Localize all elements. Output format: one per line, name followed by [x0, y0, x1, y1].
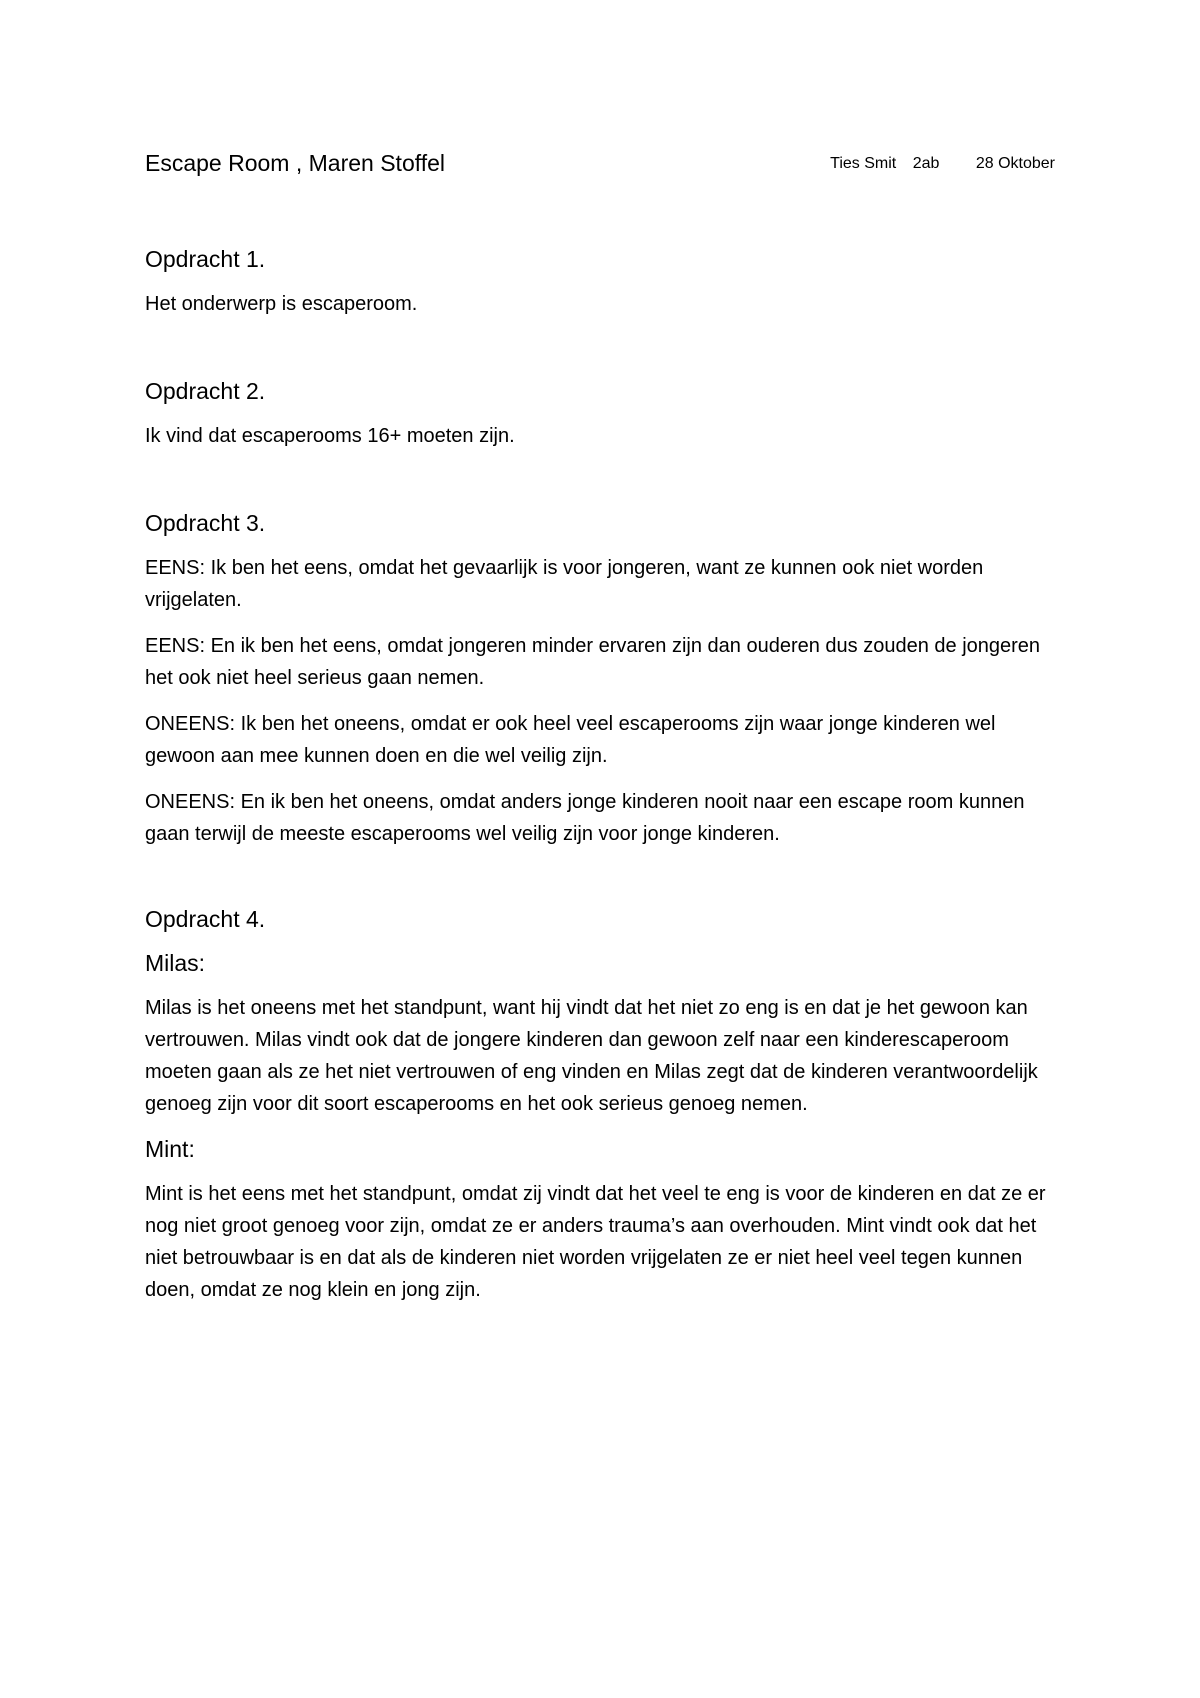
class-label: 2ab: [912, 155, 940, 172]
subsection-heading-milas: Milas:: [145, 950, 206, 976]
section-opdracht-2: [145, 376, 1070, 452]
document-header: [145, 148, 1055, 178]
section-heading: Opdracht 4.: [145, 906, 266, 932]
section-opdracht-4: [145, 904, 1070, 1306]
argument-eens-1: EENS: Ik ben het eens, omdat het gevaarlijk is voor jongeren, want ze kunnen ook niet worden vrijgelaten.: [145, 557, 984, 611]
subsection-paragraph-mint: Mint is het eens met het standpunt, omdat zij vindt dat het veel te eng is voor de kinderen en dat ze er nog niet groot genoeg voor zijn, omdat ze er anders trauma’s aan overhouden. Mint vindt ook dat het niet betrouwbaar is en dat als de kinderen niet worden vrijgelaten ze er niet heel veel tegen kunnen doen, omdat ze nog klein en jong zijn.: [145, 1183, 1046, 1301]
section-opdracht-1: [145, 244, 1070, 320]
section-paragraph: Ik vind dat escaperooms 16+ moeten zijn.: [145, 425, 515, 447]
section-paragraph: Het onderwerp is escaperoom.: [145, 293, 418, 315]
argument-oneens-1: ONEENS: Ik ben het oneens, omdat er ook heel veel escaperooms zijn waar jonge kinderen wel gewoon aan mee kunnen doen en die wel veilig zijn.: [145, 713, 996, 767]
section-heading: Opdracht 2.: [145, 378, 266, 404]
header-meta: [830, 152, 1055, 176]
argument-eens-2: EENS: En ik ben het eens, omdat jongeren minder ervaren zijn dan ouderen dus zouden de jongeren het ook niet heel serieus gaan nemen.: [145, 635, 1041, 689]
argument-oneens-2: ONEENS: En ik ben het oneens, omdat anders jonge kinderen nooit naar een escape room kunnen gaan terwijl de meeste escaperooms wel veilig zijn voor jonge kinderen.: [145, 791, 1025, 845]
document-date: 28 Oktober: [975, 155, 1055, 172]
document-body: [145, 244, 1070, 1362]
section-heading: Opdracht 3.: [145, 510, 266, 536]
document-title: Escape Room , Maren Stoffel: [145, 150, 445, 176]
subsection-paragraph-milas: Milas is het oneens met het standpunt, want hij vindt dat het niet zo eng is en dat je het gewoon kan vertrouwen. Milas vindt ook dat de jongere kinderen dan gewoon zelf naar een kinderescaperoom moeten gaan als ze het niet vertrouwen of eng vinden en Milas zegt dat de kinderen verantwoordelijk genoeg zijn voor dit soort escaperooms en het ook serieus genoeg nemen.: [145, 997, 1038, 1115]
subsection-heading-mint: Mint:: [145, 1136, 195, 1162]
section-heading: Opdracht 1.: [145, 246, 266, 272]
author-name: Ties Smit: [830, 155, 897, 172]
section-opdracht-3: [145, 508, 1070, 850]
